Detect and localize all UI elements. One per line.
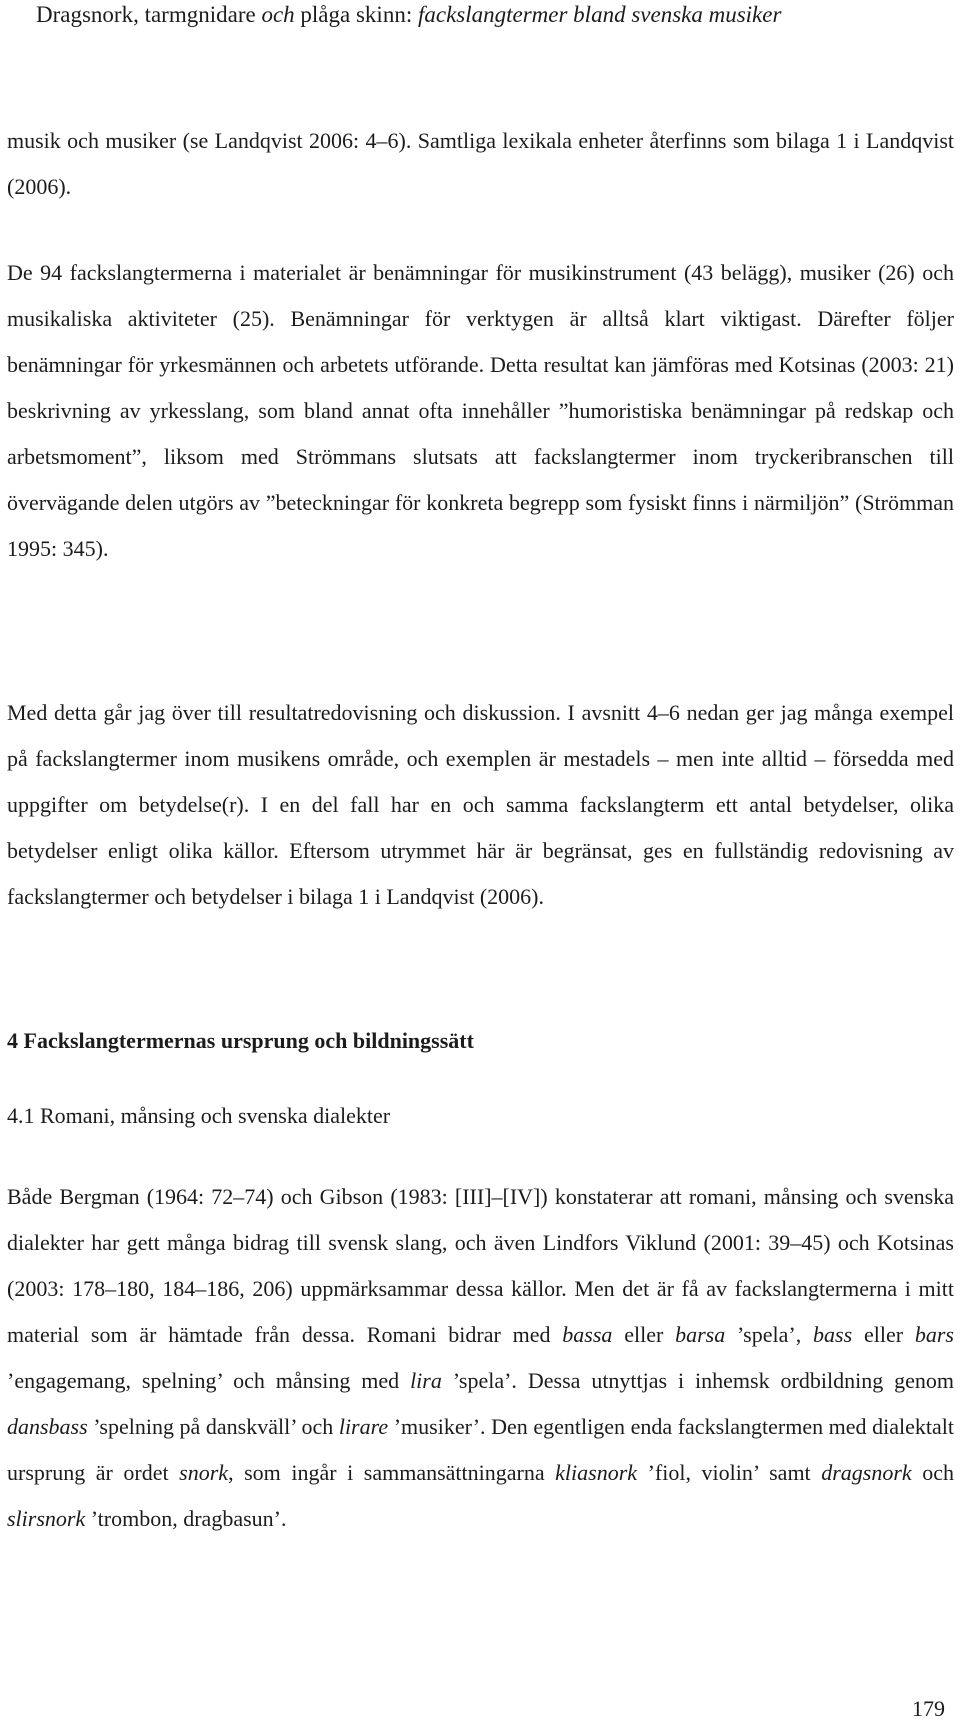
text-run: musik och musiker (se Landqvist 2006: 4–6). Samtliga lexikala enheter återfinns som bilaga 1 i Landqvist (2006). [7, 128, 954, 199]
page-number: 179 [912, 1696, 945, 1721]
text-run: ’engagemang, spelning’ och månsing med [7, 1368, 411, 1393]
text-run: och [911, 1460, 954, 1485]
running-header-part3: plåga skinn: [294, 2, 418, 27]
text-run: ’spela’. Dessa utnyttjas i inhemsk ordbildning genom [441, 1368, 954, 1393]
paragraph-1 [7, 118, 954, 210]
running-header-part2: och [261, 2, 295, 27]
italic-term: lira [410, 1368, 442, 1393]
subsection-heading: 4.1 Romani, månsing och svenska dialekter [7, 1103, 391, 1128]
italic-term: bassa [562, 1322, 613, 1347]
italic-term: kliasnork [555, 1460, 638, 1485]
text-run: De 94 fackslangtermerna i materialet är benämningar för musikinstrument (43 belägg), musiker (26) och musikaliska aktiviteter (25). Benämningar för verktygen är alltså klart viktigast. Därefter följer benämningar för yrkesmännen och arbetets utförande. Detta resultat kan jämföras med Kotsinas (2003: 21) beskrivning av yrkesslang, som bland annat ofta innehåller ”humoristiska benämningar på redskap och arbetsmoment”, liksom med Strömmans slutsats att fackslangtermer inom tryckeribranschen till övervägande delen utgörs av ”beteckningar för konkreta begrepp som fysiskt finns i närmiljön” (Strömman 1995: 345). [7, 260, 954, 561]
italic-term: slirsnork [7, 1506, 86, 1531]
paragraph-2 [7, 250, 954, 572]
text-run: , som ingår i sammansättningarna [228, 1460, 556, 1485]
paragraph-3 [7, 690, 954, 920]
text-run: ’musiker’. Den egentligen enda fackslangtermen med dialektalt ursprung är ordet [7, 1414, 955, 1485]
text-run: ’spela’, [725, 1322, 814, 1347]
italic-term: bass [813, 1322, 853, 1347]
text-run: eller [852, 1322, 915, 1347]
text-run: ’trombon, dragbasun’. [85, 1506, 287, 1531]
section-heading: 4 Fackslangtermernas ursprung och bildningssätt [7, 1028, 474, 1053]
running-header-part1: Dragsnork, tarmgnidare [36, 2, 262, 27]
italic-term: bars [914, 1322, 954, 1347]
text-run: Med detta går jag över till resultatredovisning och diskussion. I avsnitt 4–6 nedan ger jag många exempel på fackslangtermer inom musikens område, och exemplen är mestadels – men inte alltid – försedda med uppgifter om betydelse(r). I en del fall har en och samma fackslangterm ett antal betydelser, olika betydelser enligt olika källor. Eftersom utrymmet här är begränsat, ges en fullständig redovisning av fackslangtermer och betydelser i bilaga 1 i Landqvist (2006). [7, 700, 954, 909]
text-run: Både Bergman (1964: 72–74) och Gibson (1983: [III]–[IV]) konstaterar att romani, månsing och svenska dialekter har gett många bidrag till svensk slang, och även Lindfors Viklund (2001: 39–45) och Kotsinas (2003: 178–180, 184–186, 206) uppmärksammar dessa källor. Men det är få av fackslangtermerna i mitt material som är hämtade från dessa. Romani bidrar med [7, 1184, 954, 1347]
running-header [36, 0, 936, 30]
running-header-part4: fackslangtermer bland svenska musiker [417, 2, 782, 27]
italic-term: dansbass [7, 1414, 88, 1439]
italic-term: dragsnork [821, 1460, 912, 1485]
paragraph-4 [7, 1174, 954, 1542]
italic-term: barsa [675, 1322, 726, 1347]
text-run: ’fiol, violin’ samt [637, 1460, 822, 1485]
text-run: ’spelning på danskväll’ och [87, 1414, 339, 1439]
italic-term: snork [179, 1460, 229, 1485]
italic-term: lirare [338, 1414, 389, 1439]
text-run: eller [612, 1322, 676, 1347]
